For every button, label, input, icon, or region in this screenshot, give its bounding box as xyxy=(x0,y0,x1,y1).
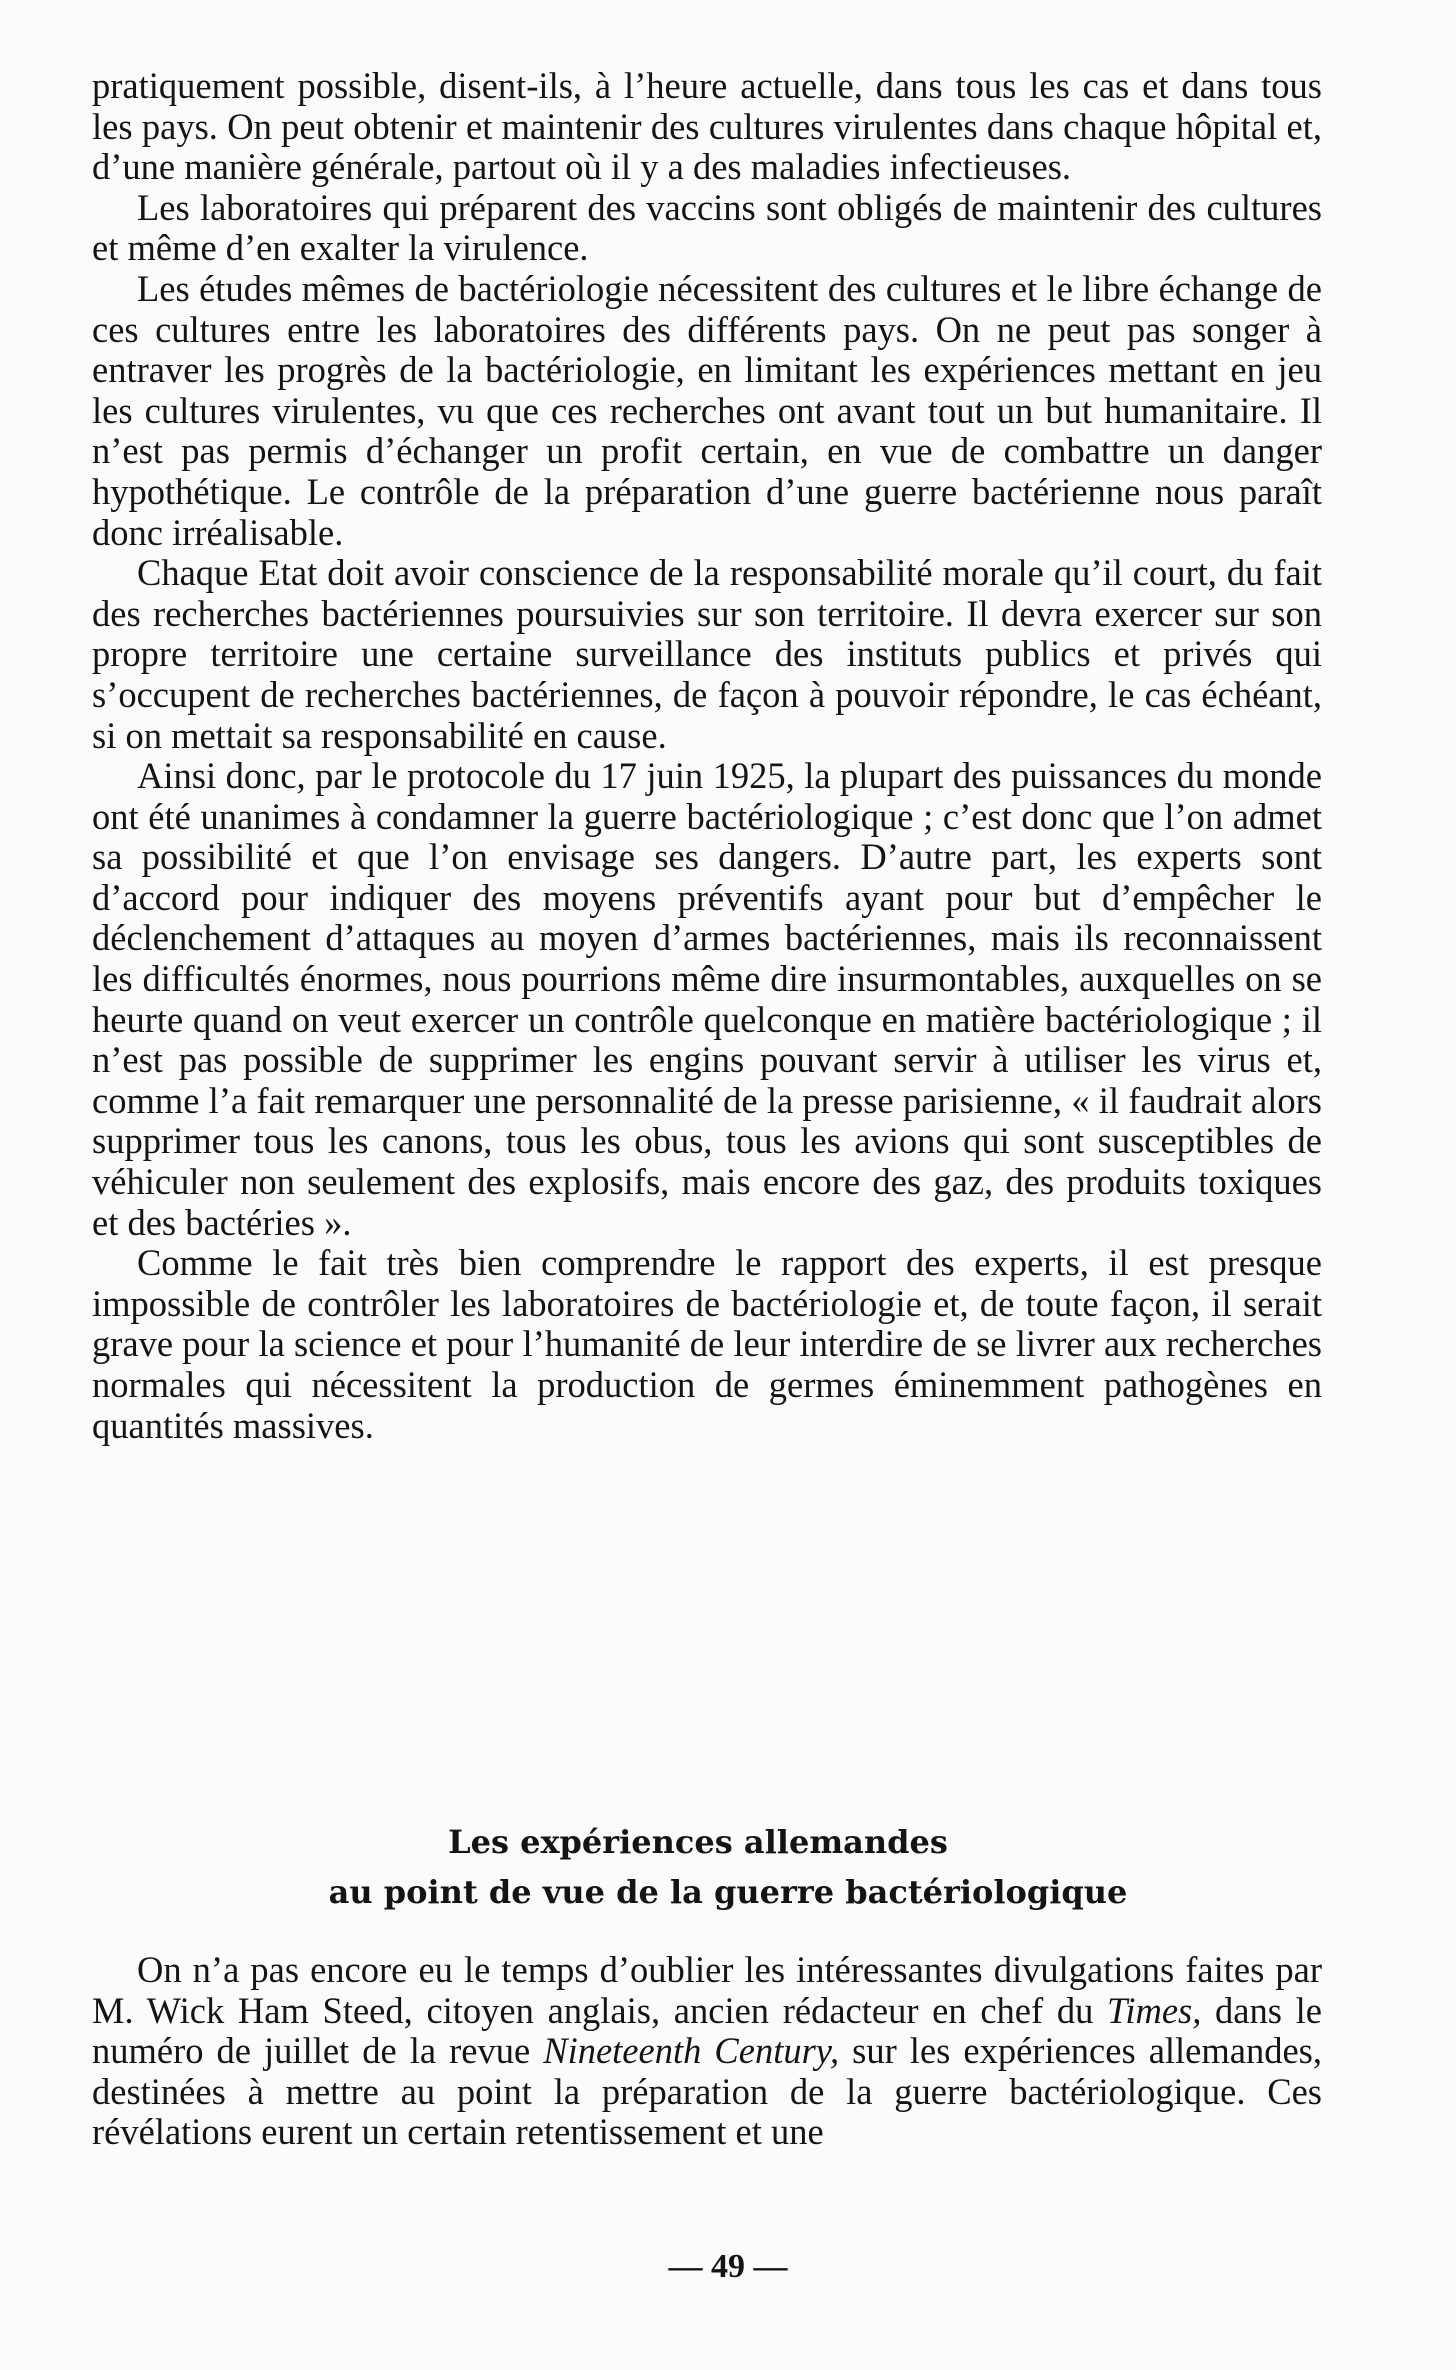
section-text-2: dans le numéro de juillet de la revue xyxy=(92,1989,1322,2072)
paragraph-2: Les laboratoires qui préparent des vaccins sont obligés de maintenir des cultures et même d’en exalter la virulence. xyxy=(92,186,1322,269)
page-number: — 49 — xyxy=(668,2248,788,2285)
paragraph-1: pratiquement possible, disent-ils, à l’heure actuelle, dans tous les cas et dans tous les pays. On peut obtenir et maintenir des cultures virulentes dans chaque hôpital et, d’une manière générale, partout où il y a des maladies infectieuses. xyxy=(92,65,1322,188)
section-text-1: On n’a pas encore eu le temps d’oublier les intéressantes divulgations faites par M. Wick Ham Steed, citoyen anglais, ancien rédacteur en chef du xyxy=(92,1949,1322,2031)
paragraph-6: Comme le fait très bien comprendre le rapport des experts, il est presque impossible de contrôler les laboratoires de bactériologie et, de toute façon, il serait grave pour la science et pour l’humanité de leur interdire de se livrer aux recherches normales qui nécessitent la production de germes éminemment pathogènes en quantités massives. xyxy=(92,1242,1322,1446)
section-text-3: sur les expériences allemandes, destinées à mettre au point la préparation de la guerre bactériologique. Ces révélations eurent un certain retentissement et une xyxy=(92,2030,1323,2153)
section-heading-line-2: au point de vue de la guerre bactériologique xyxy=(328,1873,1128,1911)
section-paragraph xyxy=(92,1950,1322,2153)
times-title: Times, xyxy=(1107,1989,1202,2031)
section-heading-line-1: Les expériences allemandes xyxy=(448,1823,948,1861)
page-body xyxy=(92,66,1322,1446)
paragraph-5: Ainsi donc, par le protocole du 17 juin 1925, la plupart des puissances du monde ont été unanimes à condamner la guerre bactériologique ; c’est donc que l’on admet sa possibilité et que l’on envisage ses dangers. D’autre part, les experts sont d’accord pour indiquer des moyens préventifs ayant pour but d’empêcher le déclenchement d’attaques au moyen d’armes bactériennes, mais ils reconnaissent les difficultés énormes, nous pourrions même dire insurmontables, auxquelles on se heurte quand on veut exercer un contrôle quelconque en matière bactériologique ; il n’est pas possible de supprimer les engins pouvant servir à utiliser les virus et, comme l’a fait remarquer une personnalité de la presse parisienne, « il faudrait alors supprimer tous les canons, tous les obus, tous les avions qui sont susceptibles de véhiculer non seulement des explosifs, mais encore des gaz, des produits toxiques et des bactéries ». xyxy=(92,755,1322,1243)
paragraph-4: Chaque Etat doit avoir conscience de la responsabilité morale qu’il court, du fait des recherches bactériennes poursuivies sur son territoire. Il devra exercer sur son propre territoire une certaine surveillance des instituts publics et privés qui s’occupent de recherches bactériennes, de façon à pouvoir répondre, le cas échéant, si on mettait sa responsabilité en cause. xyxy=(92,552,1322,756)
section-body xyxy=(92,1950,1322,2153)
paragraph-3: Les études mêmes de bactériologie nécessitent des cultures et le libre échange de ces cultures entre les laboratoires des différents pays. On ne peut pas songer à entraver les progrès de la bactériologie, en limitant les expériences mettant en jeu les cultures virulentes, vu que ces recherches ont avant tout un but humanitaire. Il n’est pas permis d’échanger un profit certain, en vue de combattre un danger hypothétique. Le contrôle de la préparation d’une guerre bactérienne nous paraît donc irréalisable. xyxy=(92,267,1322,553)
nineteenth-century-title: Nineteenth Century, xyxy=(543,2030,840,2072)
